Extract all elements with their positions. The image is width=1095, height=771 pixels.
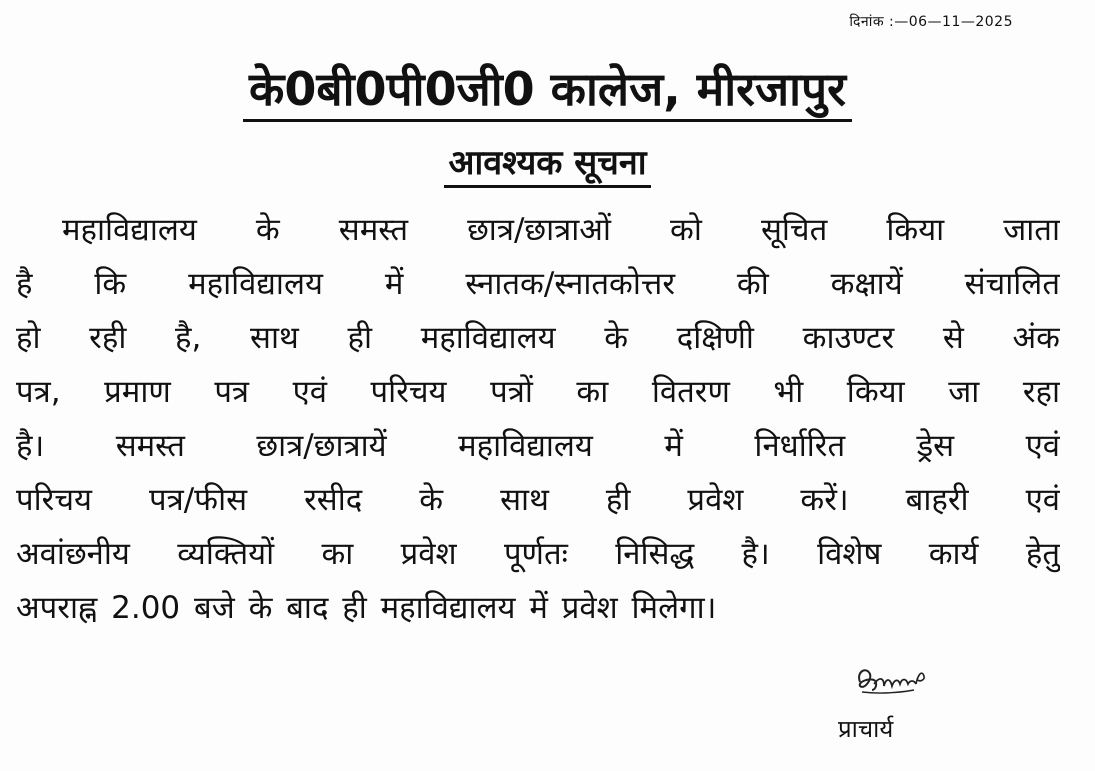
notice-heading-text: आवश्यक सूचना — [444, 143, 650, 188]
body-line: है कि महाविद्यालय में स्नातक/स्नातकोत्तर की कक्षायें संचालित — [16, 266, 1060, 302]
body-line: परिचय पत्र/फीस रसीद के साथ ही प्रवेश करें। बाहरी एवं — [16, 482, 1060, 518]
notice-heading — [0, 143, 1095, 188]
notice-body — [16, 203, 1060, 635]
college-name-text: के0बी0पी0जी0 कालेज, मीरजापुर — [243, 62, 852, 122]
body-line: अपराह्न 2.00 बजे के बाद ही महाविद्यालय में प्रवेश मिलेगा। — [16, 590, 717, 626]
principal-designation: प्राचार्य — [838, 715, 894, 743]
body-line: महाविद्यालय के समस्त छात्र/छात्राओं को सूचित किया जाता — [62, 212, 1060, 248]
college-title — [0, 62, 1095, 122]
signature-image — [848, 660, 938, 700]
body-line: अवांछनीय व्यक्तियों का प्रवेश पूर्णतः निसिद्ध है। विशेष कार्य हेतु — [16, 536, 1060, 572]
body-line: है। समस्त छात्र/छात्रायें महाविद्यालय में निर्धारित ड्रेस एवं — [16, 428, 1060, 464]
body-line: हो रही है, साथ ही महाविद्यालय के दक्षिणी काउण्टर से अंक — [16, 320, 1060, 356]
body-line: पत्र, प्रमाण पत्र एवं परिचय पत्रों का वितरण भी किया जा रहा — [16, 374, 1060, 410]
notice-date: दिनांक :—06—11—2025 — [849, 14, 1013, 30]
